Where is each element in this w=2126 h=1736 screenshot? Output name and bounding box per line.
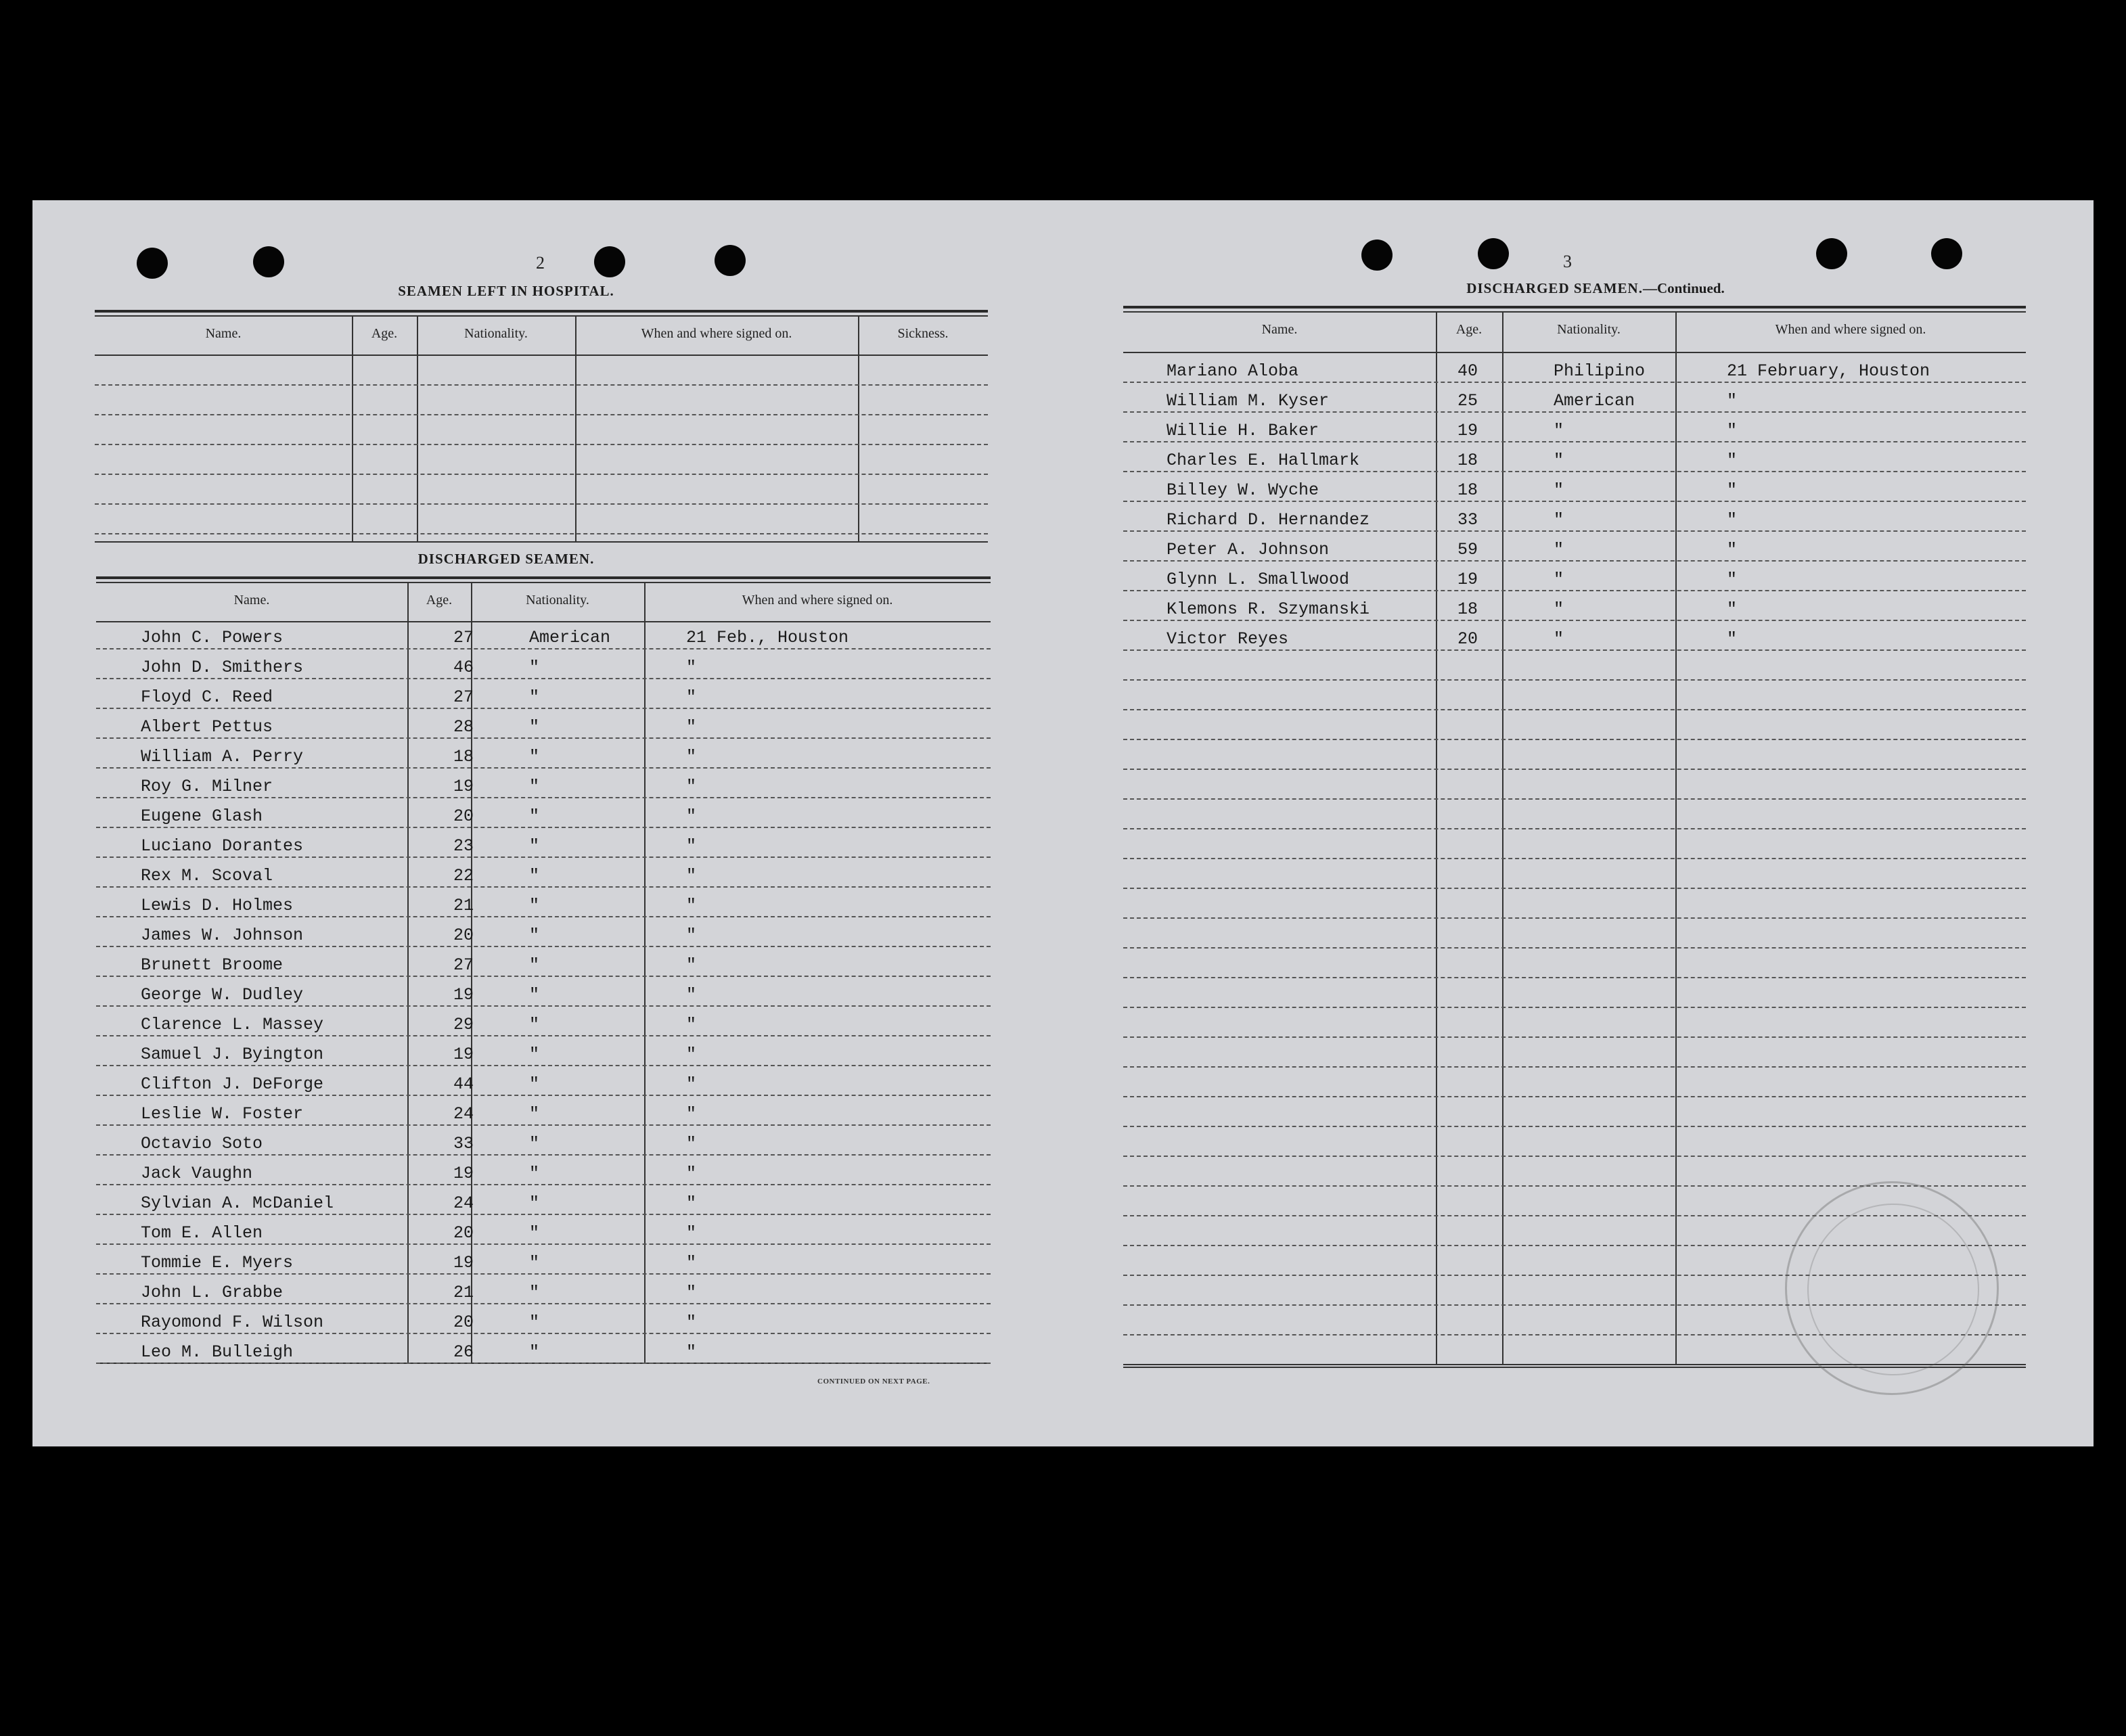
hospital-col-nationality: Nationality. — [464, 326, 528, 341]
cell-nationality: " — [529, 1104, 540, 1124]
cell-nationality: " — [1554, 629, 1564, 649]
cell-nationality: American — [1554, 391, 1635, 411]
cell-name: Albert Pettus — [141, 717, 273, 737]
discharged-col-signed-on: When and where signed on. — [742, 593, 893, 608]
cell-signed-on: " — [686, 955, 697, 975]
cell-signed-on: " — [686, 896, 697, 915]
cell-signed-on: " — [1727, 570, 1738, 589]
cell-nationality: " — [529, 1283, 540, 1302]
cell-signed-on: " — [686, 1104, 697, 1124]
cell-name: Clarence L. Massey — [141, 1015, 324, 1034]
cell-name: Klemons R. Szymanski — [1167, 599, 1370, 619]
cell-name: Billey W. Wyche — [1167, 480, 1319, 500]
cell-age: 23 — [453, 836, 474, 856]
discharged-col-age: Age. — [426, 593, 453, 608]
right-col-name: Name. — [1261, 322, 1298, 337]
cell-name: Samuel J. Byington — [141, 1045, 324, 1064]
cell-signed-on: " — [686, 1193, 697, 1213]
cell-signed-on: " — [686, 1164, 697, 1183]
cell-name: Sylvian A. McDaniel — [141, 1193, 334, 1213]
cell-age: 20 — [453, 806, 474, 826]
cell-nationality: " — [529, 1045, 540, 1064]
cell-age: 19 — [453, 985, 474, 1005]
cell-name: Willie H. Baker — [1167, 421, 1319, 440]
cell-name: Charles E. Hallmark — [1167, 451, 1360, 470]
cell-signed-on: " — [1727, 391, 1738, 411]
cell-signed-on: " — [1727, 540, 1738, 559]
cell-name: William M. Kyser — [1167, 391, 1330, 411]
cell-name: Roy G. Milner — [141, 777, 273, 796]
cell-nationality: " — [529, 1223, 540, 1243]
cell-signed-on: " — [686, 777, 697, 796]
cell-nationality: " — [1554, 510, 1564, 530]
continued-note: CONTINUED ON NEXT PAGE. — [817, 1377, 930, 1386]
punch-hole — [137, 248, 168, 279]
cell-age: 18 — [1457, 599, 1478, 619]
cell-age: 20 — [453, 926, 474, 945]
cell-age: 27 — [453, 955, 474, 975]
cell-nationality: " — [529, 926, 540, 945]
cell-age: 27 — [453, 687, 474, 707]
cell-nationality: " — [1554, 570, 1564, 589]
cell-name: Jack Vaughn — [141, 1164, 253, 1183]
cell-nationality: " — [529, 866, 540, 886]
cell-name: Peter A. Johnson — [1167, 540, 1330, 559]
cell-signed-on: " — [686, 1074, 697, 1094]
page-number-left: 2 — [536, 253, 545, 273]
cell-name: Tom E. Allen — [141, 1223, 263, 1243]
cell-name: John D. Smithers — [141, 658, 304, 677]
cell-nationality: " — [1554, 480, 1564, 500]
cell-nationality: " — [529, 717, 540, 737]
cell-age: 24 — [453, 1193, 474, 1213]
cell-nationality: " — [529, 1193, 540, 1213]
cell-signed-on: 21 Feb., Houston — [686, 628, 849, 647]
discharged-continued-title-text: DISCHARGED SEAMEN. — [1466, 280, 1643, 296]
cell-nationality: " — [529, 1134, 540, 1153]
cell-name: Lewis D. Holmes — [141, 896, 294, 915]
cell-signed-on: " — [686, 658, 697, 677]
cell-name: Rex M. Scoval — [141, 866, 273, 886]
hospital-table — [95, 310, 988, 543]
cell-nationality: " — [529, 1312, 540, 1332]
cell-age: 20 — [453, 1312, 474, 1332]
document-sheet — [32, 200, 2094, 1446]
cell-nationality: " — [529, 777, 540, 796]
punch-hole — [1931, 238, 1962, 269]
discharged-continued-title — [1393, 280, 1799, 297]
cell-age: 19 — [453, 1045, 474, 1064]
hospital-col-signed-on: When and where signed on. — [641, 326, 792, 341]
cell-nationality: " — [1554, 421, 1564, 440]
cell-age: 33 — [1457, 510, 1478, 530]
punch-hole — [1478, 238, 1509, 269]
cell-nationality: " — [1554, 451, 1564, 470]
cell-signed-on: " — [1727, 451, 1738, 470]
cell-signed-on: 21 February, Houston — [1727, 361, 1930, 381]
cell-nationality: " — [529, 1164, 540, 1183]
cell-age: 29 — [453, 1015, 474, 1034]
cell-signed-on: " — [1727, 480, 1738, 500]
cell-name: Luciano Dorantes — [141, 836, 304, 856]
cell-signed-on: " — [686, 1223, 697, 1243]
cell-signed-on: " — [686, 1312, 697, 1332]
hospital-col-age: Age. — [371, 326, 398, 341]
cell-name: James W. Johnson — [141, 926, 304, 945]
cell-signed-on: " — [686, 836, 697, 856]
cell-age: 40 — [1457, 361, 1478, 381]
cell-age: 33 — [453, 1134, 474, 1153]
cell-name: Tommie E. Myers — [141, 1253, 294, 1273]
hospital-col-name: Name. — [205, 326, 242, 341]
cell-name: Richard D. Hernandez — [1167, 510, 1370, 530]
cell-name: Leslie W. Foster — [141, 1104, 304, 1124]
official-stamp — [1785, 1181, 1999, 1395]
cell-nationality: " — [529, 1253, 540, 1273]
cell-signed-on: " — [686, 1283, 697, 1302]
continued-suffix: —Continued. — [1642, 280, 1725, 296]
cell-name: Rayomond F. Wilson — [141, 1312, 324, 1332]
cell-age: 27 — [453, 628, 474, 647]
cell-name: Eugene Glash — [141, 806, 263, 826]
cell-nationality: " — [529, 1015, 540, 1034]
cell-age: 19 — [1457, 421, 1478, 440]
cell-age: 46 — [453, 658, 474, 677]
cell-signed-on: " — [686, 1015, 697, 1034]
cell-signed-on: " — [686, 747, 697, 767]
cell-name: Victor Reyes — [1167, 629, 1289, 649]
cell-age: 21 — [453, 1283, 474, 1302]
cell-age: 21 — [453, 896, 474, 915]
punch-hole — [1816, 238, 1847, 269]
hospital-section-title: SEAMEN LEFT IN HOSPITAL. — [398, 283, 614, 299]
cell-nationality: " — [529, 1074, 540, 1094]
cell-nationality: " — [1554, 540, 1564, 559]
cell-nationality: " — [529, 955, 540, 975]
right-col-age: Age. — [1455, 322, 1483, 337]
cell-nationality: " — [529, 896, 540, 915]
right-col-nationality: Nationality. — [1557, 322, 1621, 337]
discharged-col-nationality: Nationality. — [526, 593, 589, 608]
cell-nationality: Philipino — [1554, 361, 1646, 381]
cell-name: Floyd C. Reed — [141, 687, 273, 707]
cell-signed-on: " — [686, 717, 697, 737]
cell-nationality: " — [529, 687, 540, 707]
cell-signed-on: " — [686, 1045, 697, 1064]
cell-nationality: " — [529, 1342, 540, 1362]
cell-signed-on: " — [686, 926, 697, 945]
cell-age: 20 — [1457, 629, 1478, 649]
cell-signed-on: " — [1727, 510, 1738, 530]
cell-age: 28 — [453, 717, 474, 737]
cell-name: Brunett Broome — [141, 955, 284, 975]
cell-age: 19 — [1457, 570, 1478, 589]
cell-signed-on: " — [686, 1134, 697, 1153]
cell-age: 20 — [453, 1223, 474, 1243]
cell-age: 24 — [453, 1104, 474, 1124]
cell-signed-on: " — [1727, 629, 1738, 649]
cell-name: Leo M. Bulleigh — [141, 1342, 294, 1362]
cell-name: William A. Perry — [141, 747, 304, 767]
cell-age: 22 — [453, 866, 474, 886]
punch-hole — [715, 245, 746, 276]
punch-hole — [1361, 239, 1393, 271]
cell-name: John C. Powers — [141, 628, 284, 647]
cell-nationality: " — [529, 658, 540, 677]
cell-signed-on: " — [1727, 421, 1738, 440]
cell-age: 25 — [1457, 391, 1478, 411]
punch-hole — [594, 246, 625, 277]
discharged-col-name: Name. — [233, 593, 270, 608]
cell-age: 19 — [453, 777, 474, 796]
cell-name: George W. Dudley — [141, 985, 304, 1005]
right-col-signed-on: When and where signed on. — [1775, 322, 1926, 337]
cell-age: 19 — [453, 1164, 474, 1183]
cell-age: 18 — [453, 747, 474, 767]
cell-nationality: " — [529, 836, 540, 856]
cell-signed-on: " — [686, 806, 697, 826]
page-number-right: 3 — [1563, 252, 1572, 271]
punch-hole — [253, 246, 284, 277]
cell-age: 26 — [453, 1342, 474, 1362]
cell-signed-on: " — [1727, 599, 1738, 619]
cell-name: Mariano Aloba — [1167, 361, 1299, 381]
cell-signed-on: " — [686, 687, 697, 707]
cell-nationality: American — [529, 628, 611, 647]
cell-signed-on: " — [686, 866, 697, 886]
cell-age: 19 — [453, 1253, 474, 1273]
cell-age: 18 — [1457, 480, 1478, 500]
cell-nationality: " — [529, 747, 540, 767]
cell-signed-on: " — [686, 985, 697, 1005]
cell-name: Octavio Soto — [141, 1134, 263, 1153]
cell-name: Glynn L. Smallwood — [1167, 570, 1350, 589]
cell-nationality: " — [1554, 599, 1564, 619]
cell-nationality: " — [529, 806, 540, 826]
cell-nationality: " — [529, 985, 540, 1005]
discharged-table-left — [96, 576, 991, 1369]
cell-age: 44 — [453, 1074, 474, 1094]
cell-age: 59 — [1457, 540, 1478, 559]
discharged-section-title: DISCHARGED SEAMEN. — [417, 551, 595, 567]
cell-age: 18 — [1457, 451, 1478, 470]
cell-signed-on: " — [686, 1342, 697, 1362]
cell-name: John L. Grabbe — [141, 1283, 284, 1302]
cell-signed-on: " — [686, 1253, 697, 1273]
cell-name: Clifton J. DeForge — [141, 1074, 324, 1094]
hospital-col-sickness: Sickness. — [897, 326, 949, 341]
